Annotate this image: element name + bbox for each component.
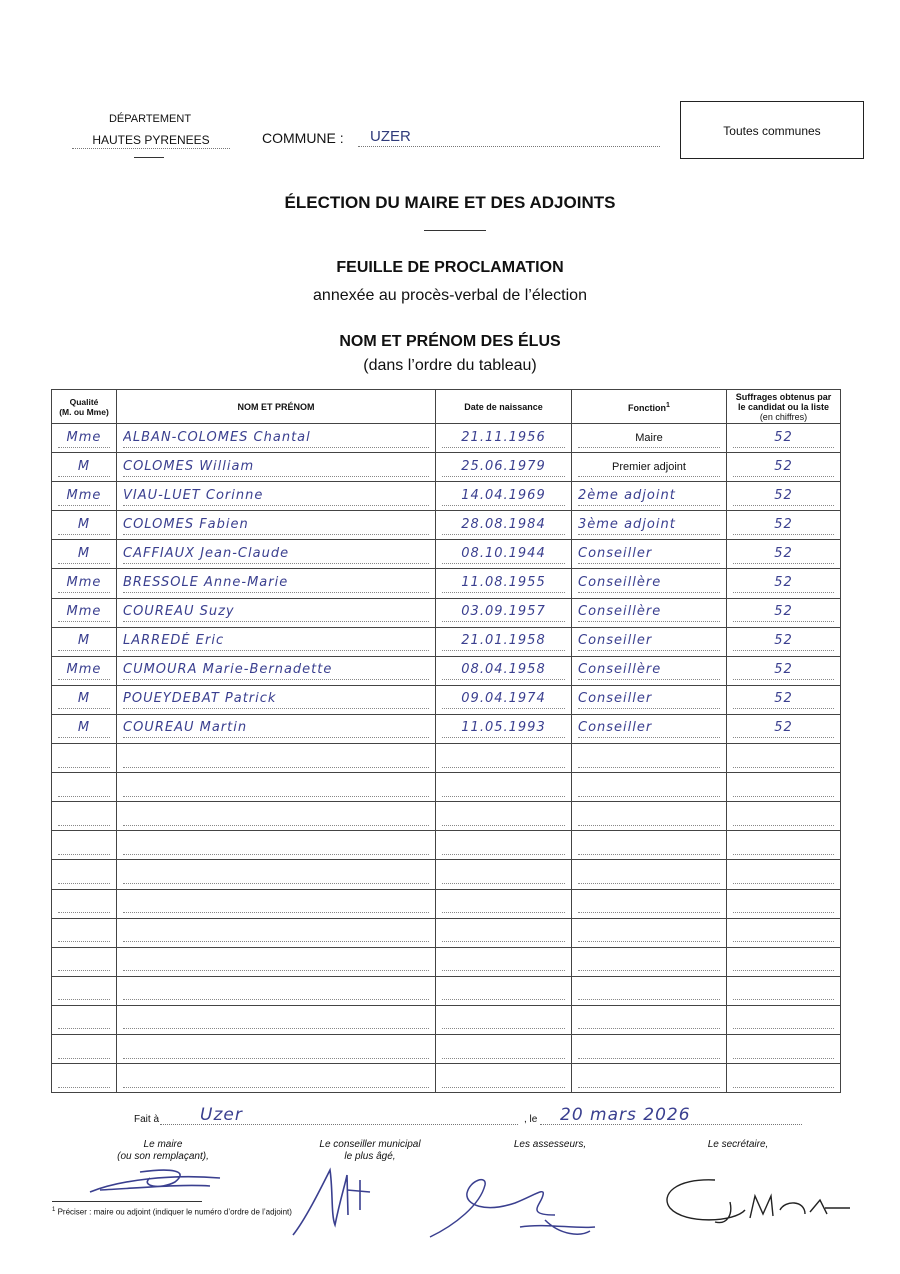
empty-cell (572, 831, 727, 860)
dotted-line (442, 778, 565, 797)
empty-cell (436, 889, 572, 918)
dotted-line (442, 1010, 565, 1029)
cell-fonction (572, 511, 727, 540)
title-divider (424, 230, 486, 231)
empty-cell (727, 976, 841, 1005)
fonction-value: Conseiller (578, 690, 720, 709)
empty-cell (436, 831, 572, 860)
dotted-line (442, 749, 565, 768)
empty-cell (52, 802, 117, 831)
cell-nom (117, 453, 436, 482)
empty-cell (52, 889, 117, 918)
empty-cell (436, 976, 572, 1005)
date-value: 09.04.1974 (442, 690, 565, 709)
cell-date (436, 714, 572, 743)
dotted-line (733, 1069, 834, 1088)
empty-cell (572, 889, 727, 918)
qualite-value: Mme (58, 661, 110, 680)
cell-qualite (52, 482, 117, 511)
dotted-line (733, 1040, 834, 1059)
dotted-line (578, 1069, 720, 1088)
fonction-value: Maire (578, 429, 720, 448)
dotted-line (58, 1069, 110, 1088)
dotted-line (123, 807, 429, 826)
qualite-value: M (58, 458, 110, 477)
suffrages-value: 52 (733, 603, 834, 622)
suffrages-value: 52 (733, 690, 834, 709)
cell-fonction (572, 714, 727, 743)
cell-fonction (572, 540, 727, 569)
noms-title: NOM ET PRÉNOM DES ÉLUS (339, 333, 561, 350)
cell-suffrages (727, 540, 841, 569)
date-value: 08.04.1958 (442, 661, 565, 680)
date-value: 28.08.1984 (442, 516, 565, 535)
dotted-line (733, 981, 834, 1000)
dotted-line (123, 749, 429, 768)
nom-value: COUREAU Martin (123, 719, 429, 738)
dotted-line (58, 836, 110, 855)
empty-cell (52, 1034, 117, 1063)
signature-maire (80, 1160, 230, 1205)
cell-nom (117, 598, 436, 627)
cell-qualite (52, 685, 117, 714)
empty-cell (436, 802, 572, 831)
dotted-line (578, 749, 720, 768)
cell-date (436, 656, 572, 685)
date-value: 11.05.1993 (442, 719, 565, 738)
cell-fonction (572, 685, 727, 714)
qualite-value: Mme (58, 487, 110, 506)
empty-row (52, 831, 841, 860)
empty-row (52, 773, 841, 802)
empty-cell (52, 976, 117, 1005)
empty-cell (572, 1034, 727, 1063)
dotted-line (733, 807, 834, 826)
cell-nom (117, 511, 436, 540)
signature-secretaire (655, 1170, 855, 1230)
suffrages-value: 52 (733, 719, 834, 738)
dotted-line (442, 894, 565, 913)
empty-cell (436, 773, 572, 802)
cell-qualite (52, 511, 117, 540)
empty-row (52, 860, 841, 889)
dotted-line (578, 836, 720, 855)
empty-cell (117, 1005, 436, 1034)
empty-cell (117, 889, 436, 918)
cell-nom (117, 714, 436, 743)
table-body (52, 424, 841, 1093)
table-row (52, 424, 841, 453)
suffrages-value: 52 (733, 516, 834, 535)
cell-fonction (572, 482, 727, 511)
empty-cell (52, 831, 117, 860)
dotted-line (58, 749, 110, 768)
empty-cell (572, 947, 727, 976)
nom-value: COUREAU Suzy (123, 603, 429, 622)
dotted-line (578, 865, 720, 884)
footnote-number: 1 (52, 1207, 56, 1213)
nom-value: COLOMES William (123, 458, 429, 477)
main-title: ÉLECTION DU MAIRE ET DES ADJOINTS (284, 193, 616, 212)
cell-nom (117, 482, 436, 511)
suffrages-value: 52 (733, 661, 834, 680)
suffrages-value: 52 (733, 632, 834, 651)
table-row (52, 598, 841, 627)
dotted-line (442, 1040, 565, 1059)
dotted-line (58, 778, 110, 797)
header-suffrages-line1: Suffrages obtenus par (735, 391, 832, 402)
fait-a-label: Fait à (134, 1114, 160, 1125)
table-header-row (52, 390, 841, 424)
date-value: 14.04.1969 (442, 487, 565, 506)
cell-qualite (52, 627, 117, 656)
nom-value: ALBAN-COLOMES Chantal (123, 429, 429, 448)
empty-cell (727, 889, 841, 918)
cell-suffrages (727, 424, 841, 453)
empty-cell (727, 831, 841, 860)
dotted-line (442, 807, 565, 826)
empty-cell (52, 918, 117, 947)
cell-qualite (52, 598, 117, 627)
dotted-line (733, 952, 834, 971)
header-qualite-line1: Qualité (69, 396, 99, 407)
cell-qualite (52, 656, 117, 685)
commune-value: UZER (370, 128, 411, 145)
empty-row (52, 1005, 841, 1034)
dotted-line (123, 923, 429, 942)
cell-qualite (52, 540, 117, 569)
cell-date (436, 627, 572, 656)
cell-suffrages (727, 627, 841, 656)
cell-suffrages (727, 482, 841, 511)
dotted-line (578, 1010, 720, 1029)
empty-cell (52, 1064, 117, 1093)
dotted-line (58, 1040, 110, 1059)
elus-table (51, 389, 841, 1093)
empty-cell (572, 773, 727, 802)
empty-cell (436, 1034, 572, 1063)
table-row (52, 569, 841, 598)
empty-cell (52, 947, 117, 976)
dotted-line (578, 778, 720, 797)
empty-cell (117, 947, 436, 976)
signature-conseiller-line1: Le conseiller municipal (319, 1139, 421, 1150)
empty-row (52, 976, 841, 1005)
dotted-line (123, 1069, 429, 1088)
fonction-value: Conseiller (578, 719, 720, 738)
empty-cell (117, 860, 436, 889)
cell-qualite (52, 569, 117, 598)
dotted-line (733, 749, 834, 768)
empty-cell (436, 918, 572, 947)
cell-nom (117, 656, 436, 685)
empty-cell (52, 1005, 117, 1034)
dotted-line (733, 778, 834, 797)
dotted-line (123, 1010, 429, 1029)
date-value: 03.09.1957 (442, 603, 565, 622)
dotted-line (442, 981, 565, 1000)
feuille-subtitle: annexée au procès-verbal de l’élection (313, 287, 587, 304)
table-row (52, 511, 841, 540)
empty-cell (572, 918, 727, 947)
cell-fonction (572, 424, 727, 453)
empty-row (52, 1034, 841, 1063)
table-row (52, 714, 841, 743)
dotted-line (58, 923, 110, 942)
date-value: 08.10.1944 (442, 545, 565, 564)
dotted-line (123, 836, 429, 855)
empty-cell (117, 744, 436, 773)
date-value: 21.01.1958 (442, 632, 565, 651)
dotted-line (733, 865, 834, 884)
table-row (52, 685, 841, 714)
cell-date (436, 569, 572, 598)
dotted-line (58, 1010, 110, 1029)
suffrages-value: 52 (733, 545, 834, 564)
cell-date (436, 598, 572, 627)
dotted-line (578, 952, 720, 971)
table-row (52, 656, 841, 685)
empty-row (52, 1064, 841, 1093)
dotted-line (578, 923, 720, 942)
qualite-value: Mme (58, 574, 110, 593)
dotted-line (578, 981, 720, 1000)
dotted-line (578, 807, 720, 826)
dotted-line (578, 1040, 720, 1059)
signature-conseiller (285, 1160, 395, 1240)
dotted-line (578, 894, 720, 913)
suffrages-value: 52 (733, 487, 834, 506)
fonction-value: Conseillère (578, 603, 720, 622)
qualite-value: M (58, 545, 110, 564)
qualite-value: M (58, 690, 110, 709)
dotted-line (733, 1010, 834, 1029)
le-label: , le (524, 1114, 538, 1125)
dotted-line (123, 865, 429, 884)
empty-cell (117, 773, 436, 802)
table-row (52, 540, 841, 569)
cell-suffrages (727, 656, 841, 685)
header-suffrages (727, 390, 841, 424)
cell-date (436, 482, 572, 511)
departement-divider (134, 157, 164, 158)
date-value: 11.08.1955 (442, 574, 565, 593)
dotted-line (123, 1040, 429, 1059)
empty-row (52, 889, 841, 918)
empty-cell (727, 773, 841, 802)
empty-row (52, 918, 841, 947)
footnote-divider (52, 1201, 202, 1202)
cell-nom (117, 540, 436, 569)
cell-suffrages (727, 569, 841, 598)
dotted-line (58, 894, 110, 913)
fonction-value: Conseiller (578, 632, 720, 651)
empty-cell (117, 802, 436, 831)
feuille-title: FEUILLE DE PROCLAMATION (336, 259, 564, 276)
fait-a-value: Uzer (200, 1105, 243, 1125)
empty-cell (572, 744, 727, 773)
empty-cell (117, 976, 436, 1005)
nom-value: POUEYDEBAT Patrick (123, 690, 429, 709)
cell-fonction (572, 598, 727, 627)
header-date: Date de naissance (436, 390, 572, 424)
empty-cell (727, 1034, 841, 1063)
cell-nom (117, 424, 436, 453)
dotted-line (733, 894, 834, 913)
fonction-value: Premier adjoint (578, 458, 720, 477)
cell-qualite (52, 453, 117, 482)
noms-subtitle: (dans l’ordre du tableau) (363, 357, 537, 374)
dotted-line (123, 981, 429, 1000)
dotted-line (58, 952, 110, 971)
nom-value: COLOMES Fabien (123, 516, 429, 535)
cell-fonction (572, 453, 727, 482)
signature-maire-line1: Le maire (143, 1139, 183, 1150)
suffrages-value: 52 (733, 458, 834, 477)
cell-date (436, 424, 572, 453)
cell-nom (117, 627, 436, 656)
cell-qualite (52, 714, 117, 743)
signature-maire-line2: (ou son remplaçant), (117, 1151, 209, 1162)
dotted-line (733, 836, 834, 855)
nom-value: LARREDÉ Eric (123, 632, 429, 651)
date-value: 21.11.1956 (442, 429, 565, 448)
signature-conseiller-line2: le plus âgé, (344, 1151, 396, 1162)
empty-cell (436, 744, 572, 773)
empty-cell (436, 860, 572, 889)
suffrages-value: 52 (733, 574, 834, 593)
commune-label: COMMUNE : (262, 130, 344, 146)
dotted-line (442, 1069, 565, 1088)
header-qualite (52, 390, 117, 424)
date-value: 25.06.1979 (442, 458, 565, 477)
qualite-value: Mme (58, 603, 110, 622)
cell-date (436, 453, 572, 482)
empty-cell (727, 947, 841, 976)
empty-cell (727, 802, 841, 831)
dotted-line (442, 952, 565, 971)
header-fonction-label: Fonction (628, 402, 667, 413)
empty-cell (52, 744, 117, 773)
header-nom: NOM ET PRÉNOM (117, 390, 436, 424)
empty-cell (727, 1064, 841, 1093)
date-value: 20 mars 2026 (560, 1105, 691, 1125)
cell-fonction (572, 656, 727, 685)
header-suffrages-line2: le candidat ou la liste (737, 401, 830, 412)
empty-row (52, 744, 841, 773)
cell-nom (117, 569, 436, 598)
empty-cell (52, 773, 117, 802)
cell-date (436, 685, 572, 714)
nom-value: CAFFIAUX Jean-Claude (123, 545, 429, 564)
dotted-line (123, 894, 429, 913)
footnote (52, 1207, 292, 1217)
empty-cell (572, 1064, 727, 1093)
toutes-communes-box (680, 101, 864, 159)
departement-label: DÉPARTEMENT (108, 113, 192, 125)
dotted-line (733, 923, 834, 942)
empty-cell (727, 860, 841, 889)
empty-cell (436, 947, 572, 976)
fonction-value: Conseillère (578, 574, 720, 593)
dotted-line (442, 865, 565, 884)
cell-qualite (52, 424, 117, 453)
qualite-value: M (58, 719, 110, 738)
empty-cell (572, 976, 727, 1005)
nom-value: VIAU-LUET Corinne (123, 487, 429, 506)
footnote-text: Préciser : maire ou adjoint (indiquer le numéro d’ordre de l’adjoint) (57, 1207, 292, 1217)
empty-cell (117, 918, 436, 947)
cell-nom (117, 685, 436, 714)
qualite-value: M (58, 632, 110, 651)
empty-row (52, 947, 841, 976)
dotted-line (442, 923, 565, 942)
cell-date (436, 540, 572, 569)
fonction-value: 2ème adjoint (578, 487, 720, 506)
header-fonction (572, 390, 727, 424)
empty-row (52, 802, 841, 831)
signature-assesseurs (425, 1165, 605, 1245)
header-qualite-line2: (M. ou Mme) (59, 406, 109, 417)
dotted-line (123, 952, 429, 971)
cell-date (436, 511, 572, 540)
cell-fonction (572, 569, 727, 598)
empty-cell (727, 1005, 841, 1034)
suffrages-value: 52 (733, 429, 834, 448)
fonction-value: Conseiller (578, 545, 720, 564)
cell-suffrages (727, 714, 841, 743)
departement-value: HAUTES PYRENEES (72, 133, 230, 149)
empty-cell (117, 1064, 436, 1093)
dotted-line (58, 981, 110, 1000)
cell-suffrages (727, 685, 841, 714)
signature-assesseurs-label: Les assesseurs, (513, 1139, 587, 1150)
toutes-communes-label: Toutes communes (723, 124, 821, 138)
cell-fonction (572, 627, 727, 656)
empty-cell (572, 802, 727, 831)
dotted-line (442, 836, 565, 855)
dotted-line (58, 807, 110, 826)
dotted-line (58, 865, 110, 884)
table-row (52, 482, 841, 511)
empty-cell (436, 1064, 572, 1093)
empty-cell (727, 918, 841, 947)
qualite-value: Mme (58, 429, 110, 448)
empty-cell (727, 744, 841, 773)
table-row (52, 453, 841, 482)
header-fonction-note: 1 (666, 401, 670, 409)
qualite-value: M (58, 516, 110, 535)
cell-suffrages (727, 453, 841, 482)
empty-cell (117, 1034, 436, 1063)
empty-cell (52, 860, 117, 889)
nom-value: BRESSOLE Anne-Marie (123, 574, 429, 593)
empty-cell (572, 1005, 727, 1034)
cell-suffrages (727, 598, 841, 627)
signature-secretaire-label: Le secrétaire, (707, 1139, 769, 1150)
fonction-value: Conseillère (578, 661, 720, 680)
empty-cell (117, 831, 436, 860)
header-suffrages-line3: (en chiffres) (759, 411, 808, 422)
empty-cell (572, 860, 727, 889)
dotted-line (123, 778, 429, 797)
nom-value: CUMOURA Marie-Bernadette (123, 661, 429, 680)
fonction-value: 3ème adjoint (578, 516, 720, 535)
cell-suffrages (727, 511, 841, 540)
table-row (52, 627, 841, 656)
empty-cell (436, 1005, 572, 1034)
